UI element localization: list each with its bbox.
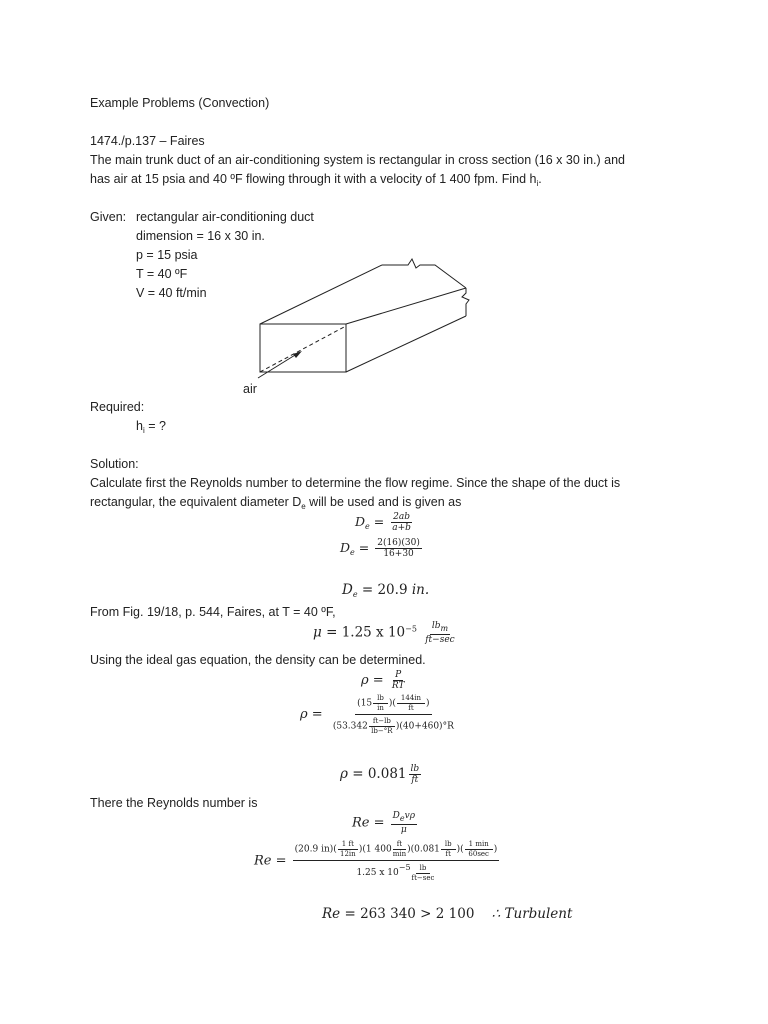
problem-text-line-1: The main trunk duct of an air-conditioning system is rectangular in cross section (16 x 30 in.) and bbox=[90, 153, 625, 167]
air-label: air bbox=[243, 382, 257, 396]
equation-reynolds-formula: Re = $\frac{\text{Devρ}}{\mu}$ bbox=[352, 811, 416, 835]
ideal-gas-line: Using the ideal gas equation, the density can be determined. bbox=[90, 653, 426, 667]
duct-hidden-edge bbox=[260, 327, 344, 372]
required-item: $h_i$ = ? bbox=[136, 419, 166, 435]
air-arrow bbox=[258, 352, 300, 378]
required-label: Required: bbox=[90, 400, 145, 414]
given-item-pressure: p = 15 psia bbox=[136, 248, 198, 262]
equation-reynolds-result: Re = 263 340 > 2 100 ∴ Turbulent bbox=[322, 906, 573, 922]
duct-break-top bbox=[382, 259, 466, 288]
problem-reference: 1474./p.137 – Faires bbox=[90, 134, 205, 148]
duct-bottom-right-edge bbox=[346, 316, 466, 372]
given-item-temperature: T = 40 ºF bbox=[136, 267, 188, 281]
duct-break-side bbox=[462, 288, 469, 316]
equation-density-substituted: ρ = (15 $\frac{lb}{in}$ )( $\frac{144in}{ft}$ ) (53.342 $\frac{ft-lb}{lb-^\circ R}$ )(40+460)°R bbox=[300, 694, 454, 735]
given-item-dimension: dimension = 16 x 30 in. bbox=[136, 229, 265, 243]
page-title: Example Problems (Convection) bbox=[90, 96, 270, 110]
equation-density-result: ρ = 0.081 $\frac{lb}{ft}$ bbox=[340, 764, 420, 785]
equation-density-formula: ρ = $\frac{P}{RT}$ bbox=[361, 670, 405, 691]
duct-figure bbox=[230, 252, 480, 397]
equation-reynolds-substituted: Re = (20.9 in)( $\frac{1 ft}{12in}$ )(1 400 ft min )(0.081 $\frac{lb}{ft}$ )( 1 min 60sec ) 1.25 x 10−5 lb ft−sec bbox=[254, 840, 498, 882]
equation-de-result: $D_e = 20.9$ in. bbox=[342, 582, 430, 599]
equation-viscosity: μ = 1.25 x $10^{-5}$ $\frac{\text{lbm}}{ft-\sec}$ bbox=[313, 621, 455, 645]
from-figure-line: From Fig. 19/18, p. 544, Faires, at T = 40 ºF, bbox=[90, 605, 336, 619]
duct-top-right-edge bbox=[346, 288, 466, 324]
solution-label: Solution: bbox=[90, 457, 139, 471]
equation-de-substituted: $D_e$ = $\frac{2(16)(30)}{16+30}$ bbox=[340, 538, 420, 559]
reynolds-intro-line: There the Reynolds number is bbox=[90, 796, 258, 810]
problem-text-line-2: has air at 15 psia and 40 ºF flowing through it with a velocity of 1 400 fpm. Find $h_i$. bbox=[90, 172, 542, 188]
solution-line-1: Calculate first the Reynolds number to determine the flow regime. Since the shape of the duct is bbox=[90, 476, 621, 490]
given-item-velocity: V = 40 ft/min bbox=[136, 286, 207, 300]
given-item-duct: rectangular air-conditioning duct bbox=[136, 210, 314, 224]
solution-line-2: rectangular, the equivalent diameter $D_e$ will be used and is given as bbox=[90, 495, 462, 511]
duct-top-left-edge bbox=[260, 265, 382, 324]
equation-de-formula: $D_e$ = $\frac{2ab}{a+b}$ bbox=[355, 512, 411, 533]
given-label: Given: bbox=[90, 210, 127, 224]
